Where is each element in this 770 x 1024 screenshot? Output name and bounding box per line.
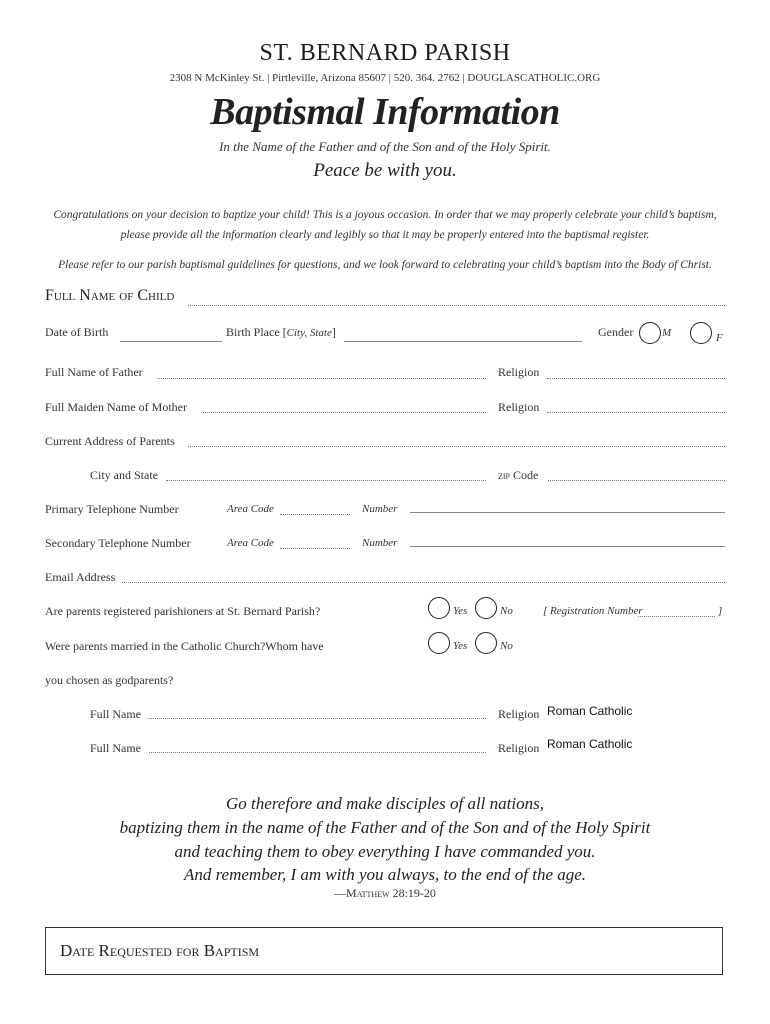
primary-phone-label: Primary Telephone Number	[45, 502, 179, 516]
zip-code-field[interactable]	[548, 480, 725, 481]
intro-paragraph: Congratulations on your decision to baptize your child! This is a joyous occasion. In order that we may properly celebrate your child’s baptism, please provide all the information clearly and legibly so that it may be properly entered into the baptismal register.	[53, 209, 717, 241]
godparent1-name-field[interactable]	[149, 718, 486, 719]
greeting: Peace be with you.	[313, 160, 457, 181]
father-name-label: Full Name of Father	[45, 365, 143, 379]
godparents-question: you chosen as godparents?	[45, 673, 174, 687]
parish-address: 2308 N McKinley St. | Pirtleville, Arizona 85607 | 520. 364. 2762 | DOUGLASCATHOLIC.ORG	[169, 72, 601, 84]
married-no-radio[interactable]	[475, 632, 497, 654]
city-state-field[interactable]	[166, 480, 486, 481]
birth-place-close: ]	[331, 325, 336, 339]
date-requested-label: Date Requested for Baptism	[60, 941, 260, 960]
primary-number-field[interactable]	[410, 512, 725, 513]
married-question: Were parents married in the Catholic Church?Whom have	[45, 639, 324, 653]
father-religion-label: Religion	[498, 365, 540, 379]
godparent2-religion-value[interactable]: Roman Catholic	[547, 737, 633, 751]
zip-label-text: zip	[498, 468, 510, 482]
father-religion-field[interactable]	[547, 378, 725, 379]
birth-place-label	[226, 325, 336, 340]
married-no-label: No	[500, 640, 513, 652]
secondary-number-field[interactable]	[410, 546, 725, 547]
zip-code-label	[498, 468, 538, 483]
mother-name-label: Full Maiden Name of Mother	[45, 400, 187, 414]
registered-question	[45, 604, 320, 619]
secondary-area-code-field[interactable]	[280, 548, 350, 549]
registered-yes-label: Yes	[453, 605, 468, 617]
secondary-number-label: Number	[362, 537, 398, 549]
birth-place-label-text: Birth Place [	[226, 325, 287, 339]
verse-line-1: Go therefore and make disciples of all nations,	[226, 794, 544, 813]
godparent1-religion-label: Religion	[498, 707, 540, 721]
gender-label: Gender	[598, 325, 634, 339]
secondary-phone-label: Secondary Telephone Number	[45, 536, 191, 550]
invocation: In the Name of the Father and of the Son and of the Holy Spirit.	[219, 139, 551, 154]
date-of-birth-field[interactable]	[120, 341, 222, 342]
primary-area-code-label: Area Code	[227, 503, 274, 515]
godparent2-name-field[interactable]	[149, 752, 486, 753]
code-label-text: Code	[513, 468, 539, 482]
registration-number-label: [ Registration Number	[543, 605, 643, 617]
page-title: Baptismal Information	[210, 91, 560, 133]
email-label: Email Address	[45, 570, 116, 584]
primary-number-label: Number	[362, 503, 398, 515]
parish-name: ST. BERNARD PARISH	[259, 40, 511, 66]
registration-number-close: ]	[718, 605, 723, 617]
verse-citation: —Matthew 28:19-20	[334, 886, 436, 900]
registered-no-radio[interactable]	[475, 597, 497, 619]
date-of-birth-label: Date of Birth	[45, 325, 109, 339]
godparent1-name-label: Full Name	[90, 707, 141, 721]
verse-line-4: And remember, I am with you always, to the end of the age.	[183, 865, 587, 884]
birth-place-hint: City, State	[286, 327, 332, 339]
verse-line-3: and teaching them to obey everything I have commanded you.	[174, 842, 596, 861]
mother-name-field[interactable]	[203, 412, 486, 413]
registration-number-field[interactable]	[638, 616, 715, 617]
gender-f-label: F	[716, 332, 723, 344]
birth-place-field[interactable]	[344, 341, 582, 342]
father-name-field[interactable]	[157, 378, 486, 379]
child-name-field[interactable]	[188, 305, 725, 306]
godparent2-religion-label: Religion	[498, 741, 540, 755]
primary-area-code-field[interactable]	[280, 514, 350, 515]
guidelines-paragraph: Please refer to our parish baptismal guidelines for questions, and we look forward to celebrating your child’s baptism into the Body of Christ.	[58, 259, 712, 271]
gender-m-radio[interactable]	[639, 322, 661, 344]
godparent1-religion-value[interactable]: Roman Catholic	[547, 704, 633, 718]
address-label: Current Address of Parents	[45, 434, 175, 448]
married-yes-label: Yes	[453, 640, 468, 652]
married-yes-radio[interactable]	[428, 632, 450, 654]
address-field[interactable]	[188, 446, 725, 447]
registered-question-text: Are parents registered parishioners	[45, 604, 213, 618]
date-requested-box[interactable]	[45, 927, 723, 975]
verse-line-2: baptizing them in the name of the Father and of the Son and of the Holy Spirit	[119, 818, 651, 837]
godparent2-name-label: Full Name	[90, 741, 141, 755]
gender-f-radio[interactable]	[690, 322, 712, 344]
email-field[interactable]	[122, 582, 725, 583]
secondary-area-code-label: Area Code	[227, 537, 274, 549]
mother-religion-field[interactable]	[547, 412, 725, 413]
registered-no-label: No	[500, 605, 513, 617]
child-name-label: Full Name of Child	[45, 287, 175, 304]
registered-question-parish: at St. Bernard Parish?	[215, 604, 321, 618]
city-state-label: City and State	[90, 468, 158, 482]
gender-m-label: M	[662, 327, 672, 339]
mother-religion-label: Religion	[498, 400, 540, 414]
registered-yes-radio[interactable]	[428, 597, 450, 619]
